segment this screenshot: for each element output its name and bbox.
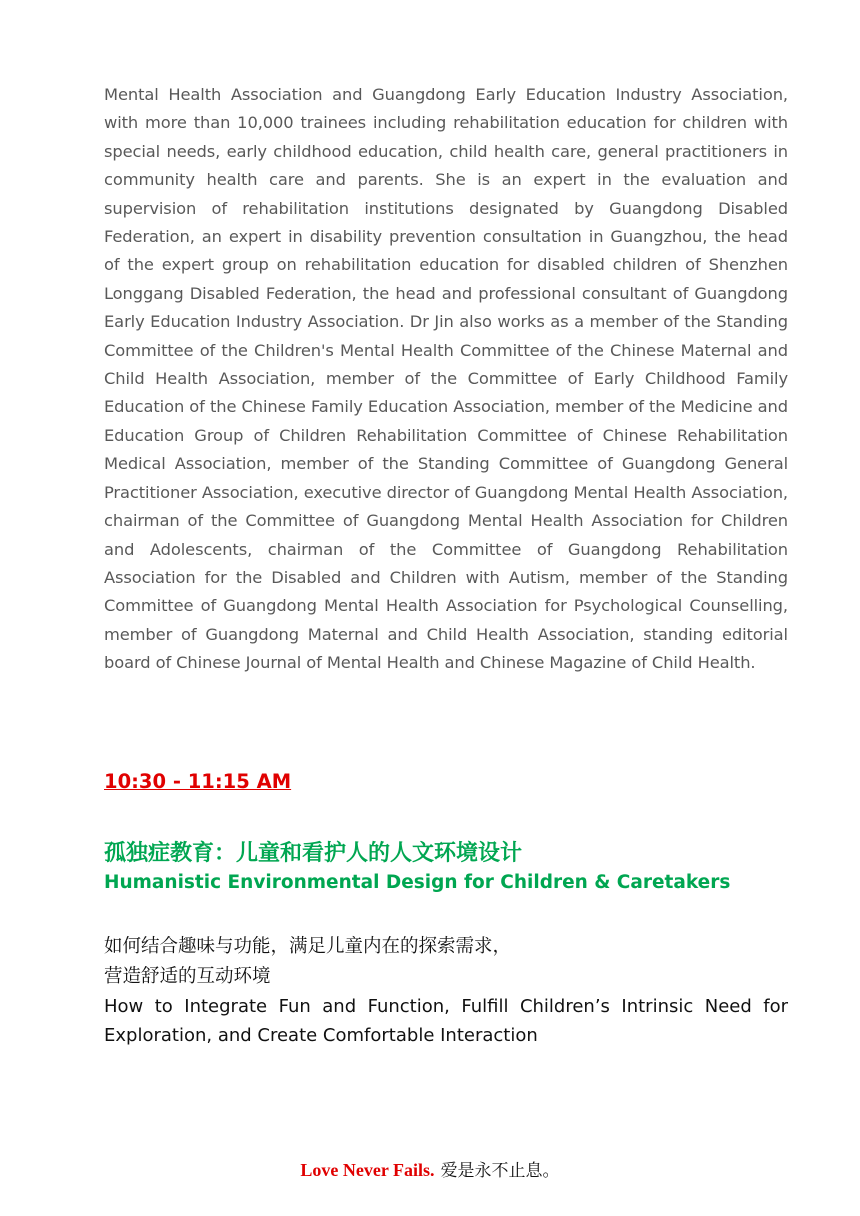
session-title-chinese: 孤独症教育：儿童和看护人的人文环境设计 bbox=[104, 841, 523, 866]
footer-slogan-chinese: 爱是永不止息。 bbox=[440, 1161, 560, 1181]
session-description-english: How to Integrate Fun and Function, Fulfill Children’s Intrinsic Need for Exploration, and Create Comfortable Interaction bbox=[104, 996, 788, 1046]
session-time: 10:30 - 11:15 AM bbox=[104, 770, 292, 793]
footer-slogan bbox=[0, 1156, 860, 1181]
speaker-bio-paragraph: Mental Health Association and Guangdong Early Education Industry Association, with more than 10,000 trainees including rehabilitation education for children with special needs, early childhood education, child health care, general practitioners in community health care and parents. She is an expert in the evaluation and supervision of rehabilitation institutions designated by Guangdong Disabled Federation, an expert in disability prevention consultation in Guangzhou, the head of the expert group on rehabilitation education for disabled children of Shenzhen Longgang Disabled Federation, the head and professional consultant of Guangdong Early Education Industry Association. Dr Jin also works as a member of the Standing Committee of the Children's Mental Health Committee of the Chinese Maternal and Child Health Association, member of the Committee of Early Childhood Family Education of the Chinese Family Education Association, member of the Medicine and Education Group of Children Rehabilitation Committee of Chinese Rehabilitation Medical Association, member of the Standing Committee of Guangdong General Practitioner Association, executive director of Guangdong Mental Health Association, chairman of the Committee of Guangdong Mental Health Association for Children and Adolescents, chairman of the Committee of Guangdong Rehabilitation Association for the Disabled and Children with Autism, member of the Standing Committee of Guangdong Mental Health Association for Psychological Counselling, member of Guangdong Maternal and Child Health Association, standing editorial board of Chinese Journal of Mental Health and Chinese Magazine of Child Health. bbox=[104, 85, 788, 673]
footer-slogan-english: Love Never Fails. bbox=[300, 1160, 435, 1180]
session-description-chinese-line-2: 营造舒适的互动环境 bbox=[104, 966, 271, 987]
session-description-chinese-line-1: 如何结合趣味与功能，满足儿童内在的探索需求， bbox=[104, 936, 512, 957]
session-title-english: Humanistic Environmental Design for Children & Caretakers bbox=[104, 872, 731, 893]
session-description-chinese bbox=[104, 932, 511, 992]
